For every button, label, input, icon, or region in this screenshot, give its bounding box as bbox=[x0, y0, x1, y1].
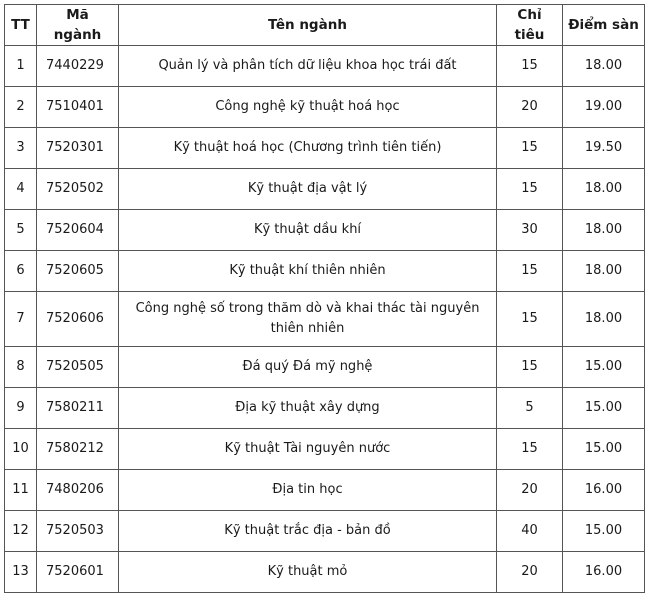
cell-score: 15.00 bbox=[563, 511, 645, 552]
cell-score: 19.00 bbox=[563, 87, 645, 128]
table-header-row bbox=[5, 5, 645, 46]
cell-score: 15.00 bbox=[563, 388, 645, 429]
cell-code: 7520503 bbox=[37, 511, 119, 552]
table-row bbox=[5, 347, 645, 388]
cell-code: 7580212 bbox=[37, 429, 119, 470]
cell-name: Kỹ thuật địa vật lý bbox=[119, 169, 497, 210]
cell-tt: 6 bbox=[5, 251, 37, 292]
cell-score: 15.00 bbox=[563, 429, 645, 470]
cell-score: 18.00 bbox=[563, 46, 645, 87]
cell-code: 7580211 bbox=[37, 388, 119, 429]
cell-tt: 12 bbox=[5, 511, 37, 552]
cell-name: Đá quý Đá mỹ nghệ bbox=[119, 347, 497, 388]
cell-score: 19.50 bbox=[563, 128, 645, 169]
table-row bbox=[5, 210, 645, 251]
cell-score: 18.00 bbox=[563, 169, 645, 210]
cell-quota: 20 bbox=[497, 552, 563, 593]
table-row bbox=[5, 87, 645, 128]
cell-score: 16.00 bbox=[563, 470, 645, 511]
cell-code: 7520505 bbox=[37, 347, 119, 388]
cell-tt: 1 bbox=[5, 46, 37, 87]
cell-name: Kỹ thuật dầu khí bbox=[119, 210, 497, 251]
cell-tt: 3 bbox=[5, 128, 37, 169]
header-score: Điểm sàn bbox=[563, 5, 645, 46]
cell-score: 18.00 bbox=[563, 251, 645, 292]
cell-quota: 15 bbox=[497, 251, 563, 292]
table-row bbox=[5, 292, 645, 347]
header-name: Tên ngành bbox=[119, 5, 497, 46]
cell-score: 16.00 bbox=[563, 552, 645, 593]
header-code: Mã ngành bbox=[37, 5, 119, 46]
cell-name: Kỹ thuật Tài nguyên nước bbox=[119, 429, 497, 470]
cell-name: Công nghệ kỹ thuật hoá học bbox=[119, 87, 497, 128]
table-row bbox=[5, 46, 645, 87]
cell-tt: 11 bbox=[5, 470, 37, 511]
cell-code: 7440229 bbox=[37, 46, 119, 87]
cell-code: 7520605 bbox=[37, 251, 119, 292]
cell-name: Kỹ thuật hoá học (Chương trình tiên tiến) bbox=[119, 128, 497, 169]
table-row bbox=[5, 251, 645, 292]
table-row bbox=[5, 169, 645, 210]
cell-tt: 9 bbox=[5, 388, 37, 429]
cell-quota: 30 bbox=[497, 210, 563, 251]
table-row bbox=[5, 470, 645, 511]
cell-code: 7520502 bbox=[37, 169, 119, 210]
cell-quota: 20 bbox=[497, 87, 563, 128]
cell-quota: 15 bbox=[497, 292, 563, 347]
cell-name: Địa kỹ thuật xây dựng bbox=[119, 388, 497, 429]
cell-name: Kỹ thuật khí thiên nhiên bbox=[119, 251, 497, 292]
cell-quota: 15 bbox=[497, 347, 563, 388]
cell-name: Kỹ thuật mỏ bbox=[119, 552, 497, 593]
cell-name: Công nghệ số trong thăm dò và khai thác tài nguyên thiên nhiên bbox=[119, 292, 497, 347]
cell-quota: 20 bbox=[497, 470, 563, 511]
header-tt: TT bbox=[5, 5, 37, 46]
cell-quota: 15 bbox=[497, 46, 563, 87]
cell-code: 7510401 bbox=[37, 87, 119, 128]
cell-tt: 10 bbox=[5, 429, 37, 470]
cell-tt: 13 bbox=[5, 552, 37, 593]
table-row bbox=[5, 429, 645, 470]
cell-score: 15.00 bbox=[563, 347, 645, 388]
admission-table bbox=[4, 4, 645, 593]
cell-tt: 5 bbox=[5, 210, 37, 251]
cell-name: Quản lý và phân tích dữ liệu khoa học trái đất bbox=[119, 46, 497, 87]
cell-score: 18.00 bbox=[563, 210, 645, 251]
table-row bbox=[5, 128, 645, 169]
cell-quota: 15 bbox=[497, 169, 563, 210]
cell-tt: 7 bbox=[5, 292, 37, 347]
cell-quota: 15 bbox=[497, 128, 563, 169]
table-row bbox=[5, 552, 645, 593]
cell-name: Địa tin học bbox=[119, 470, 497, 511]
cell-code: 7480206 bbox=[37, 470, 119, 511]
cell-quota: 40 bbox=[497, 511, 563, 552]
cell-tt: 8 bbox=[5, 347, 37, 388]
header-quota: Chỉ tiêu bbox=[497, 5, 563, 46]
cell-score: 18.00 bbox=[563, 292, 645, 347]
cell-quota: 15 bbox=[497, 429, 563, 470]
table-row bbox=[5, 511, 645, 552]
cell-tt: 4 bbox=[5, 169, 37, 210]
cell-code: 7520601 bbox=[37, 552, 119, 593]
cell-code: 7520301 bbox=[37, 128, 119, 169]
cell-name: Kỹ thuật trắc địa - bản đồ bbox=[119, 511, 497, 552]
cell-tt: 2 bbox=[5, 87, 37, 128]
cell-quota: 5 bbox=[497, 388, 563, 429]
table-row bbox=[5, 388, 645, 429]
cell-code: 7520604 bbox=[37, 210, 119, 251]
cell-code: 7520606 bbox=[37, 292, 119, 347]
